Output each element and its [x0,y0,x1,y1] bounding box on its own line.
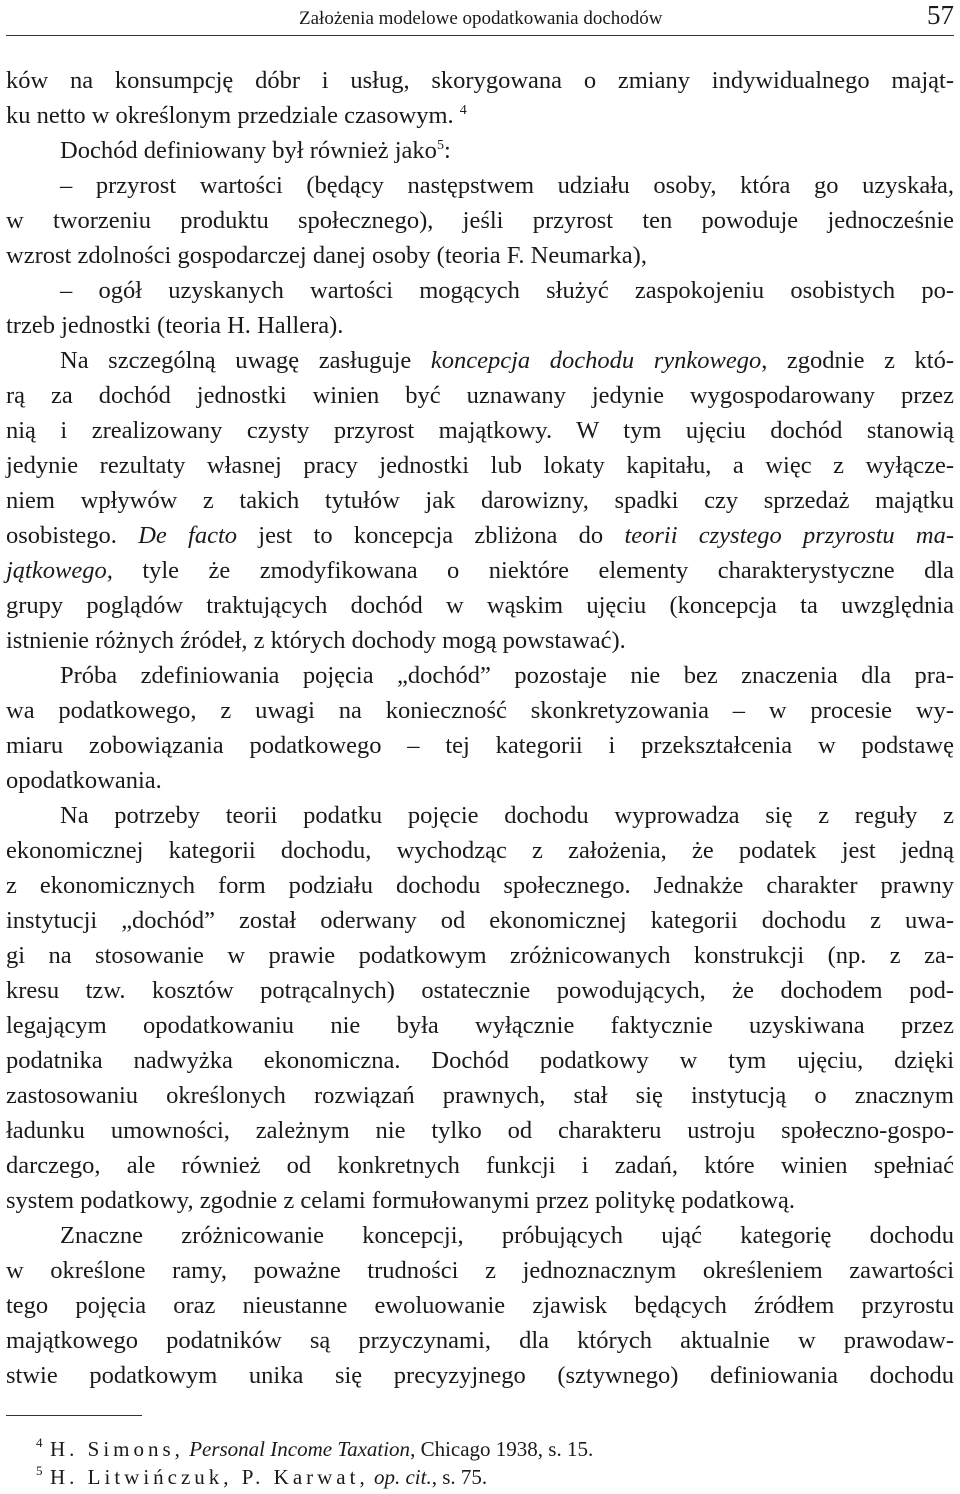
text-line: Dochód definiowany był również jako$^5$: [60,137,451,164]
footnote [36,1435,594,1462]
text-line: majątkowego podatników są przyczynami, dla których aktualnie w prawodaw- [6,1327,954,1354]
text-line: istnienie różnych źródeł, z których dochody mogą powstawać). [6,627,626,654]
text-line: wzrost zdolności gospodarczej danej osoby (teoria F. Neumarka), [6,242,647,269]
text-line: jedynie rezultaty własnej pracy jednostki lub lokaty kapitału, a więc z wyłącze- [6,452,954,479]
running-title: Założenia modelowe opodatkowania dochodów [299,8,663,29]
text-line: darczego, ale również od konkretnych funkcji i zadań, które winien spełniać [6,1152,954,1179]
footnote-title: Personal Income Taxation [189,1437,411,1461]
text-line: jątkowego, tyle że zmodyfikowana o niektóre elementy charakterystyczne dla [6,557,954,584]
text-line: niem wpływów z takich tytułów jak darowizny, spadki czy sprzedaż majątku [6,487,954,514]
text-line: z ekonomicznych form podziału dochodu społecznego. Jednakże charakter prawny [6,872,954,899]
text-line: ekonomicznej kategorii dochodu, wychodząc z założenia, że podatek jest jedną [6,837,954,864]
page-number: 57 [927,0,954,30]
italic-term: koncepcja dochodu rynkowego [430,347,762,374]
text-line: trzeb jednostki (teoria H. Hallera). [6,312,344,339]
text-line: stwie podatkowym unika się precyzyjnego (sztywnego) definiowania dochodu [6,1362,954,1389]
footnote-rest: , Chicago 1938, s. 15. [410,1437,594,1461]
footnote-ref: 5 [436,137,444,153]
text-line: Na szczególną uwagę zasługuje koncepcja dochodu rynkowego, zgodnie z któ- [60,347,954,374]
text-line: w tworzeniu produktu społecznego), jeśli przyrost ten powoduje jednocześnie [6,207,954,234]
text-line: system podatkowy, zgodnie z celami formułowanymi przez politykę podatkową. [6,1187,796,1214]
footnote-number: 4 [36,1435,43,1450]
footnote [36,1463,488,1490]
text-line: ków na konsumpcję dóbr i usług, skorygowana o zmiany indywidualnego mająt- [6,67,954,94]
text-line: gi na stosowanie w prawie podatkowym zróżnicowanych konstrukcji (np. z za- [6,942,954,969]
text-line: miaru zobowiązania podatkowego – tej kategorii i przekształcenia w podstawę [6,732,954,759]
text-line: podatnika nadwyżka ekonomiczna. Dochód podatkowy w tym ujęciu, dzięki [6,1047,954,1074]
text-line: nią i zrealizowany czysty przyrost majątkowy. W tym ujęciu dochód stanowią [6,417,954,444]
text-line: – ogół uzyskanych wartości mogących służyć zaspokojeniu osobistych po- [60,277,954,304]
footnote-ref: 4 [459,102,467,118]
footnote-author: H. Litwińczuk, P. Karwat, [50,1465,369,1489]
footnote-rule [6,1415,142,1416]
footnote-number: 5 [36,1463,43,1478]
text-line: w określone ramy, poważne trudności z jednoznacznym określeniem zawartości [6,1257,954,1284]
header-rule [6,35,954,36]
text-line: rą za dochód jednostki winien być uznawany jedynie wygospodarowany przez [6,382,954,409]
running-header [6,0,954,36]
text-line: Na potrzeby teorii podatku pojęcie dochodu wyprowadza się z reguły z [60,802,954,829]
text-line: Próba zdefiniowania pojęcia „dochód” pozostaje nie bez znaczenia dla pra- [60,662,954,689]
italic-term: jątkowego, [6,557,113,584]
text-line: wa podatkowego, z uwagi na konieczność skonkretyzowania – w procesie wy- [6,697,954,724]
text-line: opodatkowania. [6,767,162,794]
text-line: tego pojęcia oraz nieustanne ewoluowanie zjawisk będących źródłem przyrostu [6,1292,954,1319]
italic-term: De facto [138,522,238,549]
text-line: grupy poglądów traktujących dochód w wąskim ujęciu (koncepcja ta uwzględnia [6,592,954,619]
text-line: ku netto w określonym przedziale czasowym. $^4$ [6,102,467,129]
italic-term: teorii czystego przyrostu ma- [624,522,955,549]
text-line: osobistego. De facto jest to koncepcja zbliżona do teorii czystego przyrostu ma- [6,522,955,549]
text-line: zastosowaniu określonych rozwiązań prawnych, stał się instytucją o znacznym [6,1082,954,1109]
footnote-rest: , s. 75. [431,1465,488,1489]
text-line: instytucji „dochód” został oderwany od ekonomicznej kategorii dochodu z uwa- [6,907,954,934]
text-line: Znaczne zróżnicowanie koncepcji, próbujących ująć kategorię dochodu [60,1222,954,1249]
text-line: ładunku umowności, zależnym nie tylko od charakteru ustroju społeczno-gospo- [6,1117,954,1144]
text-line: legającym opodatkowaniu nie była wyłącznie faktycznie uzyskiwana przez [6,1012,954,1039]
text-line: kresu tzw. kosztów potrącalnych) ostatecznie powodujących, że dochodem pod- [6,977,954,1004]
footnote-title: op. cit. [373,1465,432,1489]
text-line: – przyrost wartości (będący następstwem udziału osoby, która go uzyskała, [60,172,954,199]
footnote-author: H. Simons, [50,1437,184,1461]
